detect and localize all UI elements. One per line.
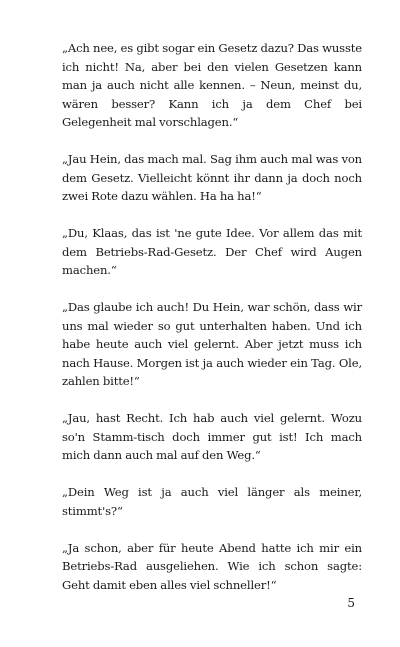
paragraph: „Jau, hast Recht. Ich hab auch viel gelernt. Wozu so'n Stamm-tisch doch immer gut ist! Ich mach mich dann auch mal auf den Weg.“	[62, 411, 362, 463]
paragraph: „Du, Klaas, das ist 'ne gute Idee. Vor allem das mit dem Betriebs-Rad-Gesetz. Der Chef wird Augen machen.“	[62, 226, 362, 278]
paragraph: „Dein Weg ist ja auch viel länger als meiner, stimmt's?“	[62, 485, 362, 518]
paragraph: „Jau Hein, das mach mal. Sag ihm auch mal was von dem Gesetz. Vielleicht könnt ihr dann ja doch noch zwei Rote dazu wählen. Ha ha ha!“	[62, 152, 362, 204]
paragraph: „Ach nee, es gibt sogar ein Gesetz dazu? Das wusste ich nicht! Na, aber bei den vielen Gesetzen kann man ja auch nicht alle kennen. – Neun, meinst du, wären besser? Kann ich ja dem Chef bei Gelegenheit mal vorschlagen.“	[62, 41, 362, 130]
paragraph: „Das glaube ich auch! Du Hein, war schön, dass wir uns mal wieder so gut unterhalten haben. Und ich habe heute auch viel gelernt. Aber jetzt muss ich nach Hause. Morgen ist ja auch wieder ein Tag. Ole, zahlen bitte!“	[62, 300, 362, 389]
page-number: 5	[347, 596, 355, 610]
body-text	[62, 39, 362, 613]
paragraph: „Ja schon, aber für heute Abend hatte ich mir ein Betriebs-Rad ausgeliehen. Wie ich schon sagte: Geht damit eben alles viel schneller!“	[62, 540, 362, 592]
